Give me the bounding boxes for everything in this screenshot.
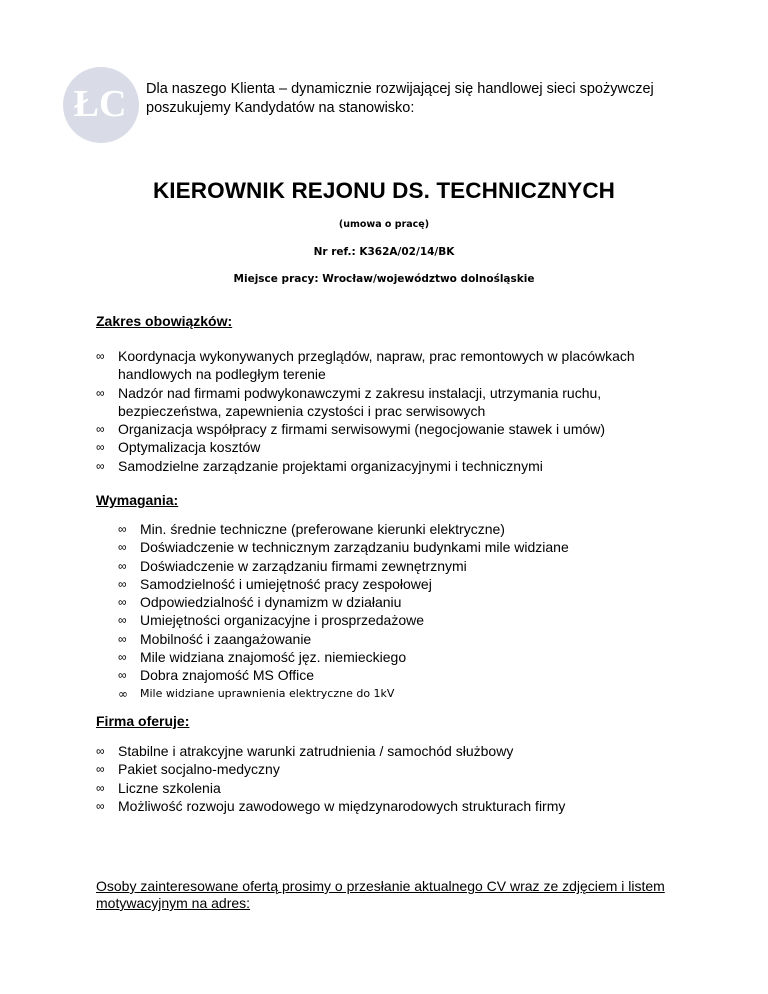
infinity-bullet-icon: ∞ [96, 349, 105, 363]
svg-text:ŁC: ŁC [73, 83, 127, 125]
infinity-bullet-icon: ∞ [96, 440, 105, 455]
list-item: ∞ Możliwość rozwoju zawodowego w międzynarodowych strukturach firmy [96, 797, 566, 814]
reference-number: Nr ref.: K362A/02/14/BK [313, 246, 455, 258]
infinity-bullet-icon: ∞ [118, 650, 127, 665]
work-location: Miejsce pracy: Wrocław/województwo dolnośląskie [233, 273, 535, 285]
list-item: ∞ Nadzór nad firmami podwykonawczymi z zakresu instalacji, utrzymania ruchu, bezpieczeństwa, zapewnienia czystości i prac serwisowych [96, 384, 602, 419]
contract-type: (umowa o pracę) [338, 219, 430, 230]
infinity-bullet-icon: ∞ [118, 558, 127, 573]
duties-heading: Zakres obowiązków: [96, 313, 233, 329]
list-item: ∞ Umiejętności organizacyjne i prosprzedażowe [118, 612, 425, 629]
list-item: ∞ Mile widziane uprawnienia elektryczne do 1kV [140, 685, 680, 703]
infinity-bullet-icon: ∞ [118, 595, 127, 610]
list-item: ∞ Samodzielność i umiejętność pracy zespołowej [118, 575, 432, 592]
requirements-list [118, 520, 680, 703]
infinity-bullet-icon: ∞ [96, 385, 105, 400]
list-item: ∞ Doświadczenie w technicznym zarządzaniu budynkami mile widziane [118, 539, 569, 556]
infinity-bullet-icon: ∞ [118, 668, 127, 683]
list-item: ∞ Samodzielne zarządzanie projektami organizacyjnymi i technicznymi [96, 457, 543, 474]
infinity-bullet-icon: ∞ [96, 780, 105, 795]
requirements-heading: Wymagania: [96, 492, 179, 508]
offer-heading: Firma oferuje: [96, 713, 190, 729]
infinity-bullet-icon: ∞ [118, 522, 127, 536]
infinity-bullet-icon: ∞ [96, 458, 105, 473]
company-logo [62, 66, 140, 144]
list-item: ∞ Optymalizacja kosztów [96, 439, 261, 456]
list-item: ∞ Stabilne i atrakcyjne warunki zatrudnienia / samochód służbowy [96, 743, 514, 759]
duties-list [96, 347, 678, 475]
application-instructions: Osoby zainteresowane ofertą prosimy o przesłanie aktualnego CV wraz ze zdjęciem i listem motywacyjnym na adres: [96, 878, 665, 911]
infinity-bullet-icon: ∞ [96, 762, 105, 777]
list-item: ∞ Organizacja współpracy z firmami serwisowymi (negocjowanie stawek i umów) [96, 421, 606, 438]
infinity-bullet-icon: ∞ [96, 744, 105, 758]
infinity-bullet-icon: ∞ [118, 613, 127, 628]
offer-list [96, 742, 678, 815]
infinity-bullet-icon: ∞ [96, 422, 105, 437]
list-item: ∞ Min. średnie techniczne (preferowane kierunki elektryczne) [118, 521, 505, 537]
list-item: ∞ Odpowiedzialność i dynamizm w działaniu [118, 594, 402, 611]
list-item: ∞ Mobilność i zaangażowanie [118, 630, 312, 647]
list-item: ∞ Mile widziana znajomość jęz. niemieckiego [118, 649, 407, 666]
list-item: ∞ Liczne szkolenia [96, 779, 221, 796]
list-item: ∞ Dobra znajomość MS Office [118, 667, 315, 684]
infinity-bullet-icon: ∞ [118, 631, 127, 646]
infinity-bullet-icon: ∞ [118, 540, 127, 555]
list-item: ∞ Koordynacja wykonywanych przeglądów, napraw, prac remontowych w placówkach handlowych na podległym terenie [96, 348, 635, 383]
infinity-bullet-icon: ∞ [118, 686, 128, 701]
infinity-bullet-icon: ∞ [118, 576, 127, 591]
intro-text: Dla naszego Klienta – dynamicznie rozwijającej się handlowej sieci spożywczej poszukujemy Kandydatów na stanowisko: [146, 81, 654, 116]
infinity-bullet-icon: ∞ [96, 798, 105, 813]
job-title: KIEROWNIK REJONU DS. TECHNICZNYCH [152, 178, 616, 203]
list-item: ∞ Doświadczenie w zarządzaniu firmami zewnętrznymi [118, 557, 467, 574]
list-item: ∞ Pakiet socjalno-medyczny [96, 761, 280, 778]
